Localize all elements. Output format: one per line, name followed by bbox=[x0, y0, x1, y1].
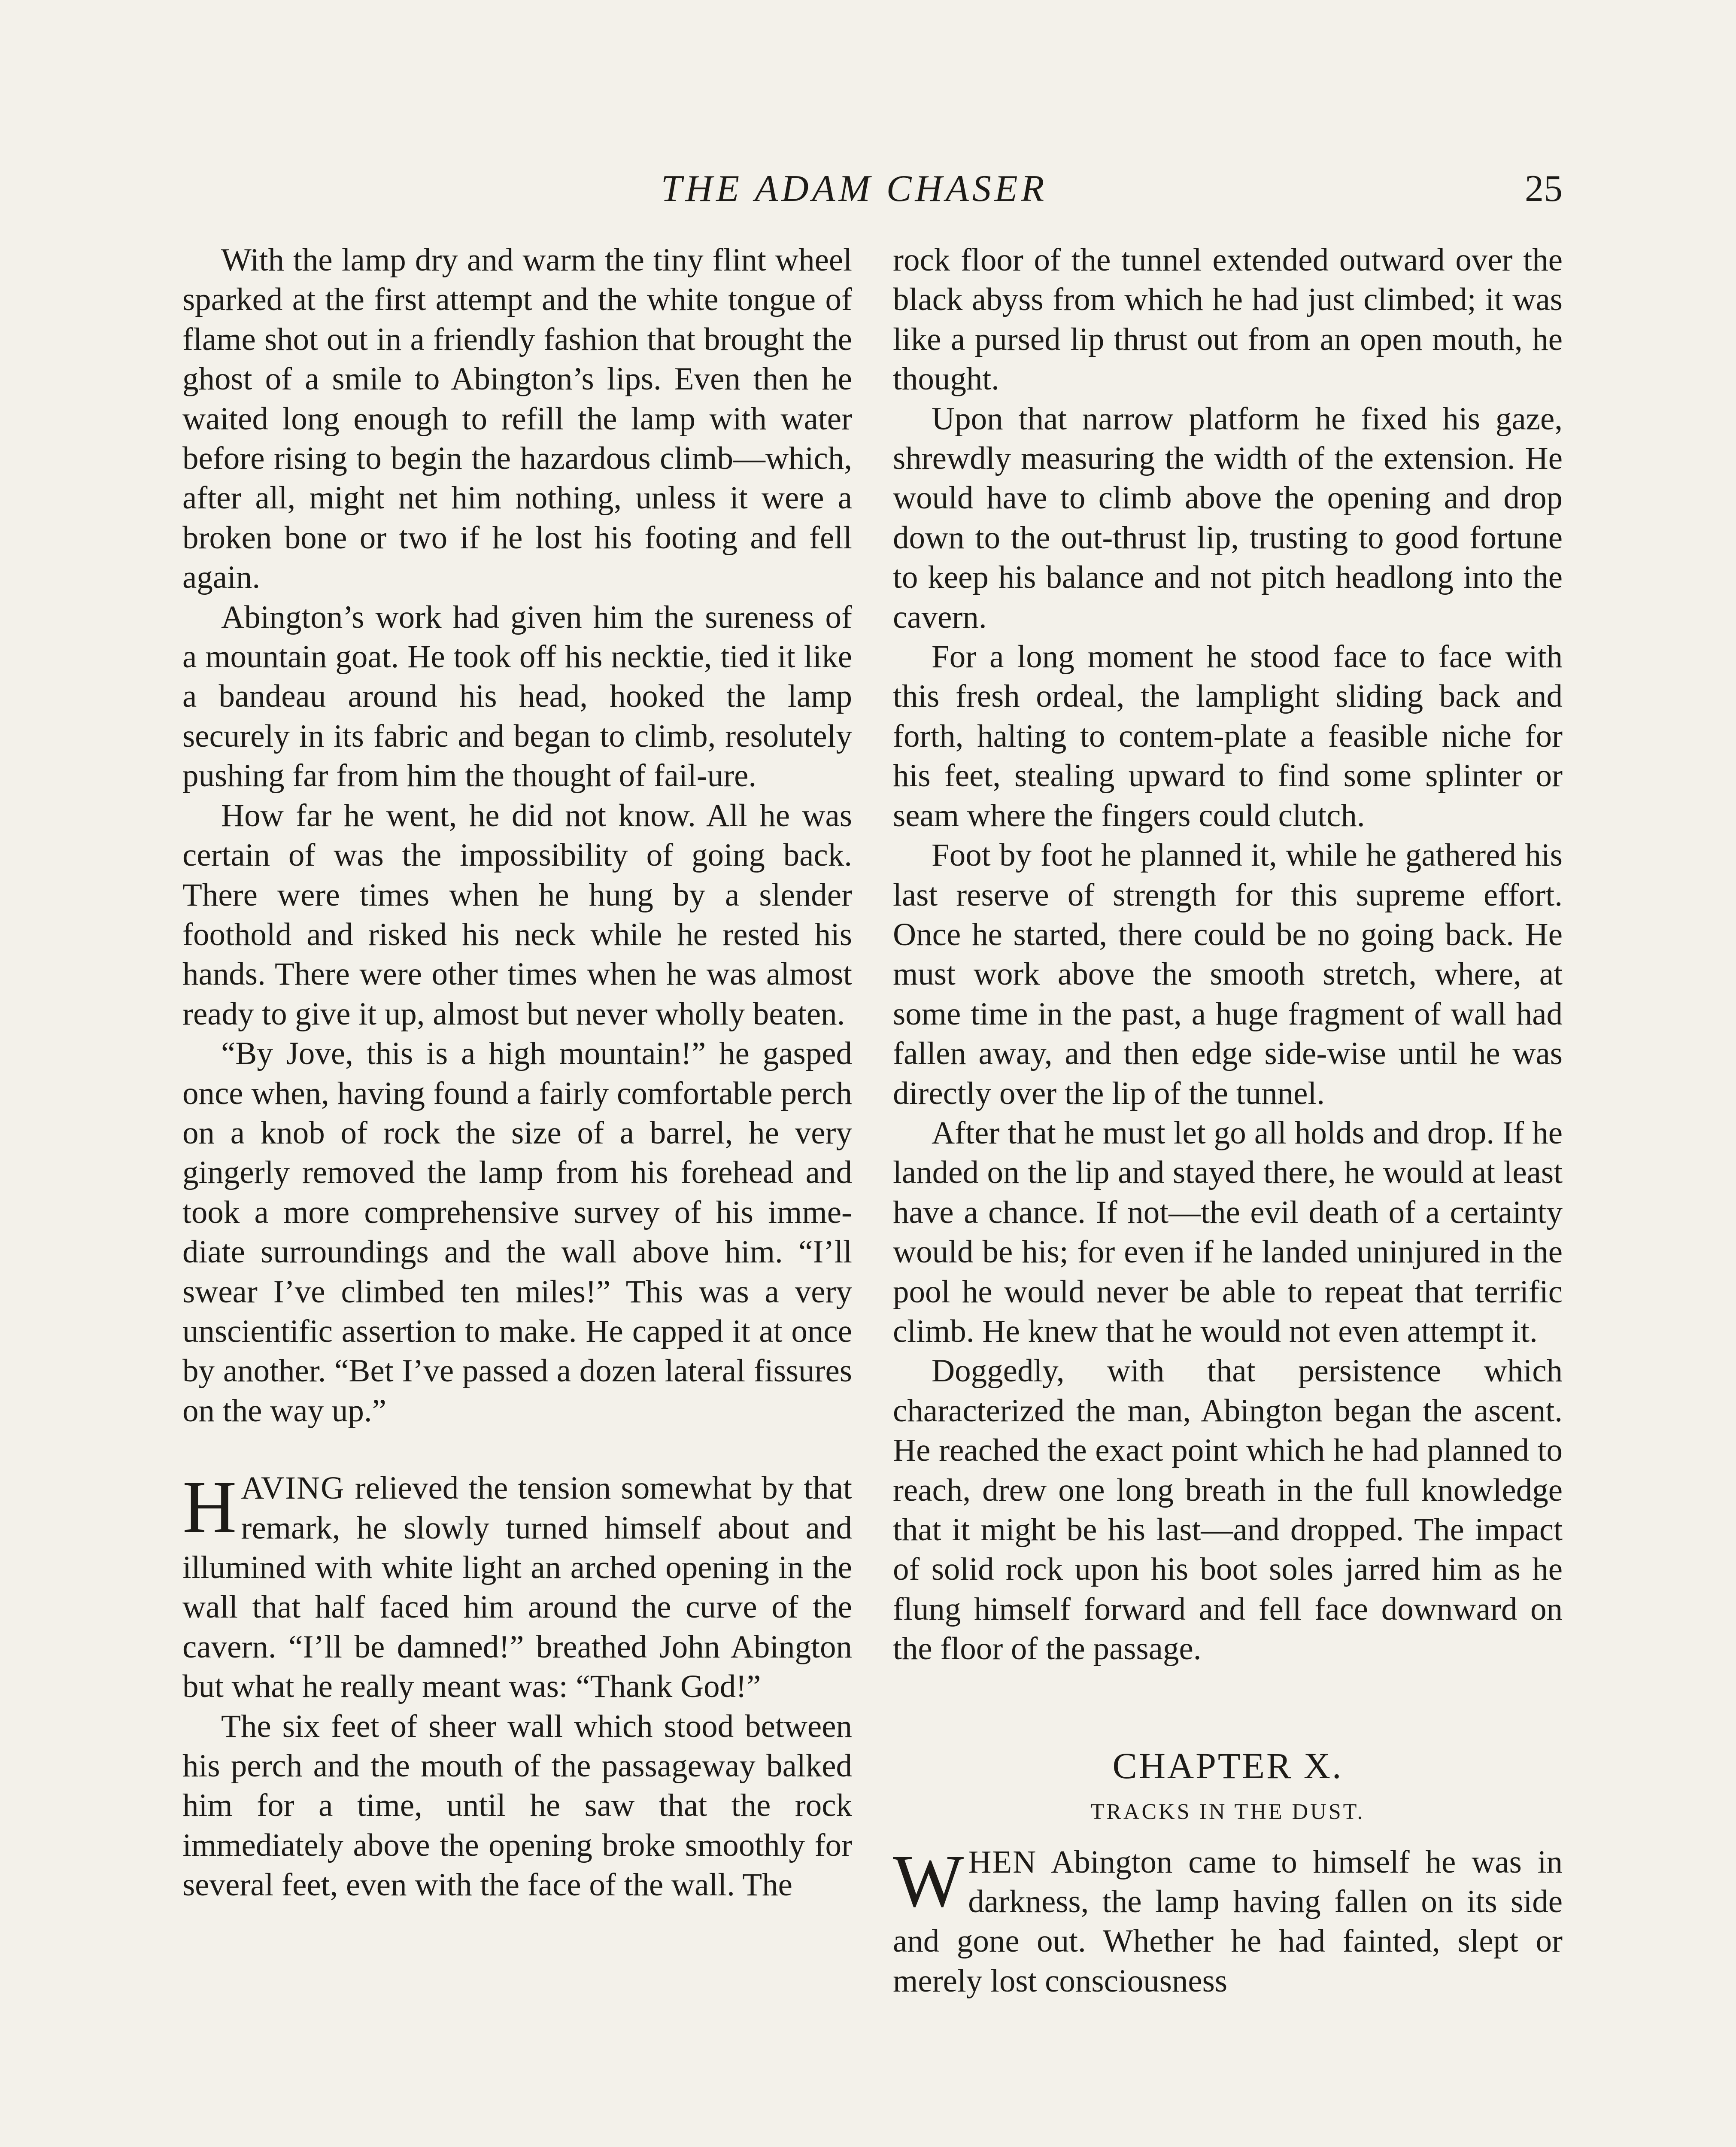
section-opening-paragraph bbox=[182, 1465, 852, 1706]
chapter-opening-paragraph bbox=[893, 1839, 1563, 2001]
drop-cap: W bbox=[893, 1839, 964, 1922]
running-header bbox=[0, 163, 1736, 215]
paragraph: Doggedly, with that persistence which characterized the man, Abington began the ascent. He reached the exact point which he had planned to reach, drew one long breath in the full knowledge that it might be his last—and dropped. The impact of solid rock upon his boot soles jarred him as he flung himself forward and fell face downward on the floor of the passage. bbox=[893, 1353, 1563, 1667]
chapter-heading: CHAPTER X. bbox=[1112, 1745, 1343, 1786]
paragraph: Upon that narrow platform he fixed his gaze, shrewdly measuring the width of the extension. He would have to climb above the opening and drop down to the out-thrust lip, trusting to good fortune to keep his balance and not pitch headlong into the cavern. bbox=[893, 401, 1563, 635]
paragraph: Abington’s work had given him the sureness of a mountain goat. He took off his necktie, tied it like a bandeau around his head, hooked the lamp securely in its fabric and began to climb, resolutely pushing far from him the thought of fail-ure. bbox=[182, 599, 852, 794]
small-caps-lead: AVING bbox=[241, 1470, 345, 1506]
paragraph: Foot by foot he planned it, while he gathered his last reserve of strength for this supreme effort. Once he started, there could be no going back. He must work above the smooth stretch, where, at some time in the past, a huge fragment of wall had fallen away, and then edge side-wise until he was directly over the lip of the tunnel. bbox=[893, 837, 1563, 1111]
right-column bbox=[893, 240, 1563, 2001]
drop-cap: H bbox=[182, 1465, 237, 1549]
small-caps-lead: HEN bbox=[968, 1844, 1037, 1880]
paragraph-continuation: rock floor of the tunnel extended outward over the black abyss from which he had just climbed; it was like a pursed lip thrust out from an open mouth, he thought. bbox=[893, 242, 1563, 397]
paragraph: “By Jove, this is a high mountain!” he gasped once when, having found a fairly comfortable perch on a knob of rock the size of a barrel, he very gingerly removed the lamp from his forehead and took a more comprehensive survey of his imme-diate surroundings and the wall above him. “I’ll swear I’ve climbed ten miles!” This was a very unscientific assertion to make. He capped it at once by another. “Bet I’ve passed a dozen lateral fissures on the way up.” bbox=[182, 1036, 852, 1429]
chapter-subtitle: TRACKS IN THE DUST. bbox=[1090, 1799, 1365, 1824]
page-number: 25 bbox=[1525, 168, 1563, 210]
paragraph: After that he must let go all holds and drop. If he landed on the lip and stayed there, he would at least have a chance. If not—the evil death of a certainty would be his; for even if he landed uninjured in the pool he would never be able to repeat that terrific climb. He knew that he would not even attempt it. bbox=[893, 1115, 1563, 1349]
paragraph: For a long moment he stood face to face with this fresh ordeal, the lamplight sliding back and forth, halting to contem-plate a feasible niche for his feet, stealing upward to find some splinter or seam where the fingers could clutch. bbox=[893, 639, 1563, 833]
paragraph: How far he went, he did not know. All he was certain of was the impossibility of going back. There were times when he hung by a slender foothold and risked his neck while he rested his hands. There were other times when he was almost ready to give it up, almost but never wholly beaten. bbox=[182, 797, 852, 1032]
paragraph: With the lamp dry and warm the tiny flint wheel sparked at the first attempt and the white tongue of flame shot out in a friendly fashion that brought the ghost of a smile to Abington’s lips. Even then he waited long enough to refill the lamp with water before rising to begin the hazardous climb—which, after all, might net him nothing, unless it were a broken bone or two if he lost his footing and fell again. bbox=[182, 242, 852, 596]
running-title: THE ADAM CHASER bbox=[661, 168, 1048, 210]
paragraph: The six feet of sheer wall which stood between his perch and the mouth of the passageway balked him for a time, until he saw that the rock immediately above the opening broke smoothly for several feet, even with the face of the wall. The bbox=[182, 1708, 852, 1903]
left-column bbox=[182, 240, 852, 1905]
paragraph-text: relieved the tension somewhat by that remark, he slowly turned himself about and illumined with white light an arched opening in the wall that half faced him around the curve of the cavern. “I’ll be damned!” breathed John Abington but what he really meant was: “Thank God!” bbox=[182, 1470, 852, 1705]
paragraph-text: Abington came to himself he was in darkness, the lamp having fallen on its side and gone out. Whether he had fainted, slept or merely lost consciousness bbox=[893, 1844, 1563, 1999]
